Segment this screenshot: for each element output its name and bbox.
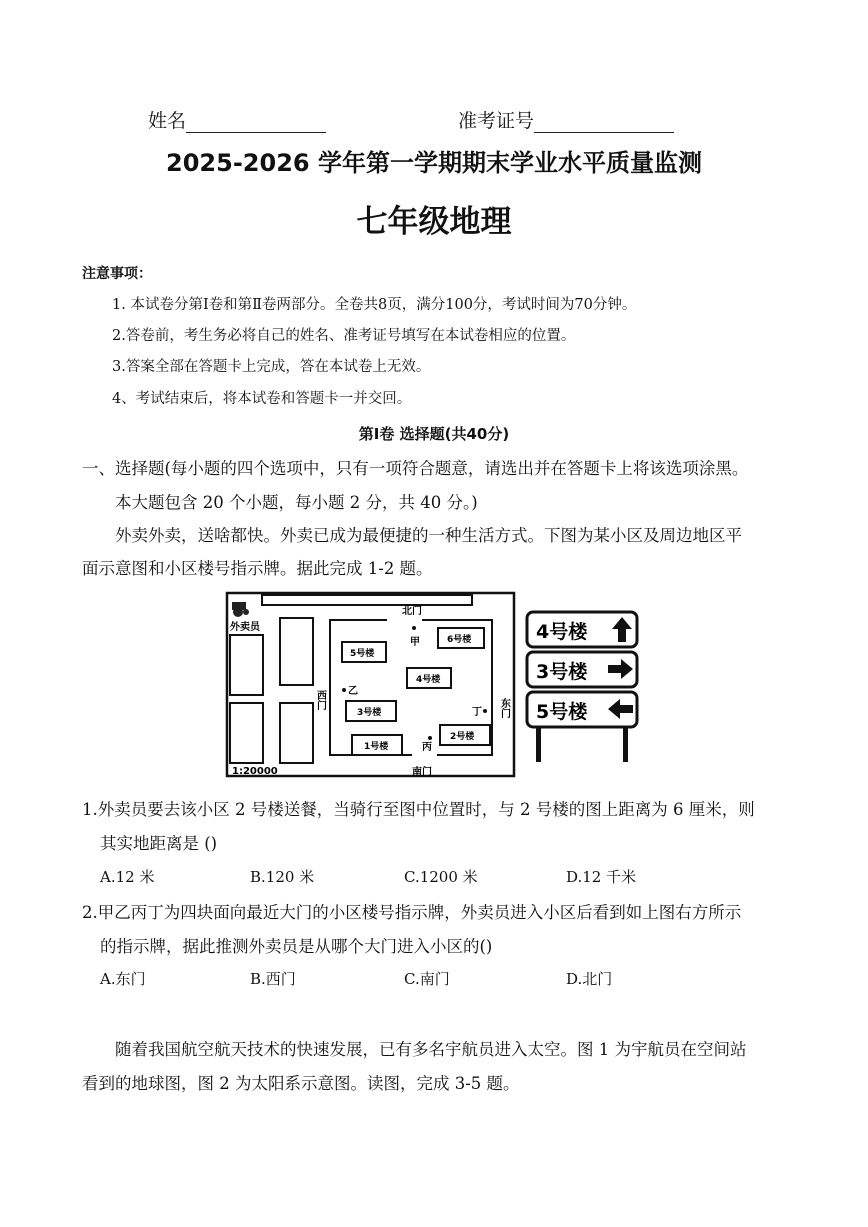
building-1-label: 1号楼	[364, 742, 389, 752]
instruction-line: 一、选择题(每小题的四个选项中，只有一项符合题意，请选出并在答题卡上将该选项涂黑。	[82, 459, 749, 478]
subject-title: 七年级地理	[356, 204, 512, 240]
point-jia-label: 甲	[410, 637, 420, 648]
courier-icon	[232, 602, 249, 617]
outer-block	[230, 703, 263, 763]
q2-option-c[interactable]: C.南门	[404, 970, 450, 988]
q1-option-c[interactable]: C.1200 米	[404, 868, 478, 886]
courier-label: 外卖员	[230, 622, 260, 633]
exam-id-blank[interactable]	[534, 112, 674, 133]
section-title: 第Ⅰ卷 选择题(共40分)	[358, 425, 510, 443]
point-ding-label: 丁	[472, 707, 482, 718]
notice-item: 4、考试结束后，将本试卷和答题卡一并交回。	[112, 391, 412, 407]
point-bing-label: 丙	[422, 742, 432, 753]
q2-option-d[interactable]: D.北门	[566, 970, 613, 988]
point-ding	[483, 709, 487, 713]
sign-post	[623, 726, 628, 762]
instruction-line: 本大题包含 20 个小题，每小题 2 分，共 40 分。)	[115, 493, 478, 512]
building-5-label: 5号楼	[350, 649, 375, 659]
west-gate-label: 西门	[314, 690, 326, 710]
q2-option-b[interactable]: B.西门	[250, 970, 296, 988]
name-label: 姓名	[148, 110, 187, 132]
sign-label: 4号楼	[536, 621, 588, 643]
question-2-stem: 的指示牌，据此推测外卖员是从哪个大门进入小区的()	[100, 937, 493, 956]
notice-heading: 注意事项：	[82, 266, 152, 282]
point-yi	[342, 688, 346, 692]
passage-line: 外卖外卖，送啥都快。外卖已成为最便捷的一种生活方式。下图为某小区及周边地区平	[115, 526, 742, 545]
notice-item: 1. 本试卷分第Ⅰ卷和第Ⅱ卷两部分。全卷共8页，满分100分，考试时间为70分钟。	[112, 297, 637, 313]
sign-label: 5号楼	[536, 701, 588, 723]
building-4-label: 4号楼	[416, 675, 441, 685]
building-3-label: 3号楼	[357, 708, 382, 718]
exam-id-label: 准考证号	[458, 110, 535, 132]
exam-title: 2025-2026 学年第一学期期末学业水平质量监测	[166, 149, 702, 177]
passage-line: 面示意图和小区楼号指示牌。据此完成 1-2 题。	[82, 559, 433, 578]
notice-item: 3.答案全部在答题卡上完成，答在本试卷上无效。	[112, 359, 431, 375]
point-bing	[428, 736, 432, 740]
outer-block	[230, 635, 263, 695]
north-gate-label: 北门	[402, 606, 422, 617]
north-road	[262, 595, 472, 605]
sign-post	[536, 726, 541, 762]
q1-option-d[interactable]: D.12 千米	[566, 868, 637, 886]
sign-label: 3号楼	[536, 661, 588, 683]
scale-label: 1:20000	[232, 766, 278, 777]
east-gate-label: 东门	[498, 698, 510, 718]
building-2-label: 2号楼	[450, 732, 475, 742]
passage-line: 看到的地球图，图 2 为太阳系示意图。读图，完成 3-5 题。	[82, 1074, 520, 1093]
name-blank[interactable]	[186, 112, 326, 133]
notice-item: 2.答卷前，考生务必将自己的姓名、准考证号填写在本试卷相应的位置。	[112, 328, 576, 344]
point-jia	[412, 626, 416, 630]
q2-option-a[interactable]: A.东门	[100, 970, 146, 988]
question-1-stem: 其实地距离是 ()	[100, 834, 218, 853]
community-map	[222, 590, 518, 780]
building-signpost	[524, 608, 640, 763]
south-gate-label: 南门	[412, 767, 432, 778]
q1-option-a[interactable]: A.12 米	[100, 868, 155, 886]
passage-line: 随着我国航空航天技术的快速发展，已有多名宇航员进入太空。图 1 为宇航员在空间站	[115, 1040, 747, 1059]
outer-block	[280, 703, 313, 763]
q1-option-b[interactable]: B.120 米	[250, 868, 315, 886]
question-2-stem: 2.甲乙丙丁为四块面向最近大门的小区楼号指示牌，外卖员进入小区后看到如上图右方所示	[82, 903, 742, 922]
question-1-stem: 1.外卖员要去该小区 2 号楼送餐，当骑行至图中位置时，与 2 号楼的图上距离为 6 厘米，则	[82, 800, 755, 819]
outer-block	[280, 618, 313, 685]
exam-id-field	[458, 106, 674, 133]
point-yi-label: 乙	[348, 686, 358, 697]
name-field	[148, 106, 326, 133]
building-6-label: 6号楼	[447, 635, 472, 645]
